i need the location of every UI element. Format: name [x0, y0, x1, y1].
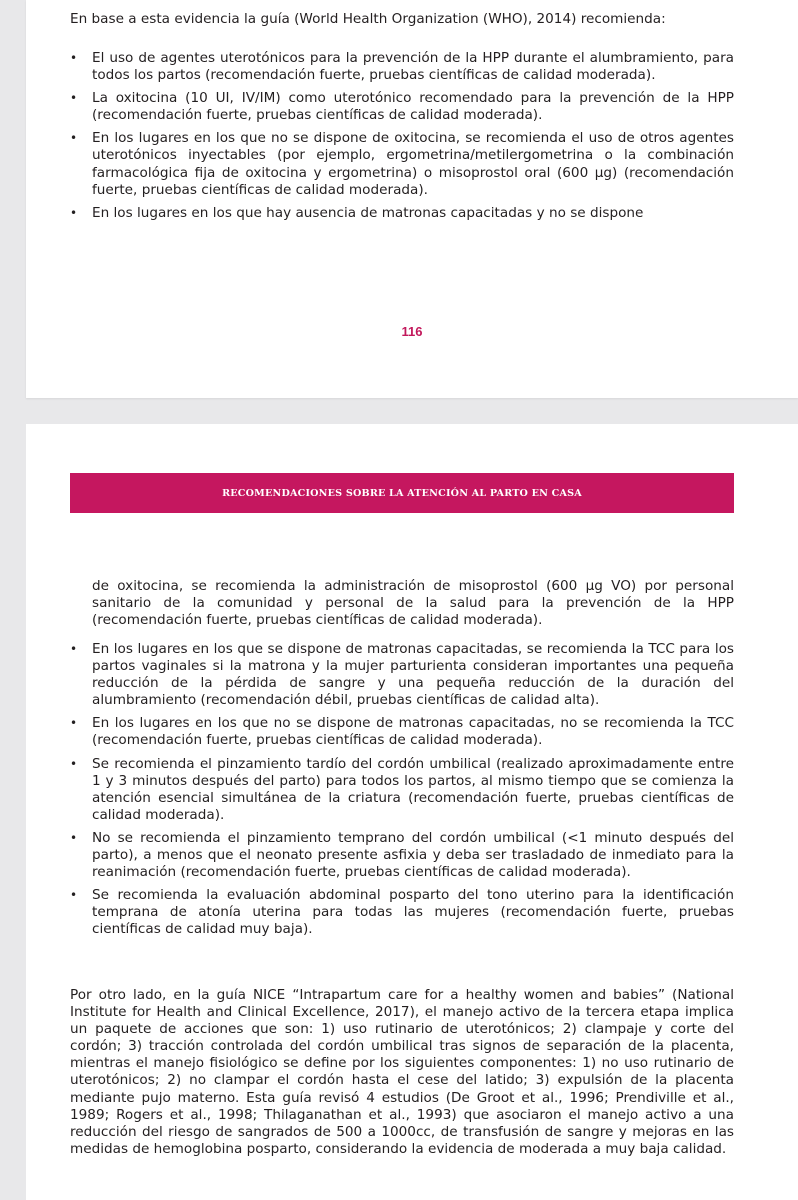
section-header-title: RECOMENDACIONES SOBRE LA ATENCIÓN AL PARTO EN CASA — [222, 487, 582, 499]
list-item: • En los lugares en los que se dispone de matronas capacitadas, se recomienda la TCC para los partos vaginales si la matrona y la mujer parturienta consideran importantes una pequeña reducción de la pérdida de sangre y una pequeña reducción de la duración del alumbramiento (recomendación débil, pruebas científicas de calidad alta). — [70, 641, 734, 709]
list-item: • En los lugares en los que no se dispone de matronas capacitadas, no se recomienda la TCC (recomendación fuerte, pruebas científicas de calidad moderada). — [70, 715, 734, 749]
list-item: • La oxitocina (10 UI, IV/IM) como uterotónico recomendado para la prevención de la HPP (recomendación fuerte, pruebas científicas de calidad moderada). — [70, 90, 734, 124]
list-item: • Se recomienda el pinzamiento tardío del cordón umbilical (realizado aproximadamente entre 1 y 3 minutos después del parto) para todos los partos, al mismo tiempo que se comienza la atención esencial simultánea de la criatura (recomendación fuerte, pruebas científicas de calidad moderada). — [70, 756, 734, 824]
nice-guideline-paragraph: Por otro lado, en la guía NICE “Intrapartum care for a healthy women and babies” (National Institute for Health and Clinical Excellence, 2017), el manejo activo de la tercera etapa implica un paquete de acciones que son: 1) uso rutinario de uterotónicos; 2) clampaje y corte del cordón; 3) tracción controlada del cordón umbilical tras signos de separación de la placenta, mientras el manejo fisiológico se define por los siguientes componentes: 1) no uso rutinario de uterotónicos; 2) no clampar el cordón hasta el cese del latido; 3) expulsión de la placenta mediante pujo materno. Esta guía revisó 4 estudios (De Groot et al., 1996; Prendiville et al., 1989; Rogers et al., 1998; Thilaganathan et al., 1993) que asociaron el manejo activo a una reducción del riesgo de sangrados de 500 a 1000cc, de transfusión de sangre y mejoras en las medidas de hemoglobina posparto, considerando la evidencia de moderada a muy baja calidad. — [70, 987, 734, 1157]
list-item: • En los lugares en los que hay ausencia de matronas capacitadas y no se dispone — [70, 205, 734, 222]
continued-list-item: de oxitocina, se recomienda la administración de misoprostol (600 µg VO) por personal sanitario de la comunidad y personal de la salud para la prevención de la HPP (recomendación fuerte, pruebas científicas de calidad moderada). — [92, 578, 734, 629]
page-number: 116 — [401, 324, 423, 339]
list-item: • El uso de agentes uterotónicos para la prevención de la HPP durante el alumbramiento, para todos los partos (recomendación fuerte, pruebas científicas de calidad moderada). — [70, 50, 734, 84]
document-page-116 — [26, 0, 798, 398]
section-header-banner — [70, 473, 734, 513]
document-page-117 — [26, 424, 798, 1200]
recommendation-list — [70, 641, 734, 945]
list-item: • En los lugares en los que no se dispone de oxitocina, se recomienda el uso de otros agentes uterotónicos inyectables (por ejemplo, ergometrina/metilergometrina o la combinación farmacológica fija de oxitocina y ergometrina) o misoprostol oral (600 µg) (recomendación fuerte, pruebas científicas de calidad moderada). — [70, 130, 734, 198]
list-item: • Se recomienda la evaluación abdominal posparto del tono uterino para la identificación temprana de atonía uterina para todas las mujeres (recomendación fuerte, pruebas científicas de calidad muy baja). — [70, 887, 734, 938]
intro-paragraph: En base a esta evidencia la guía (World Health Organization (WHO), 2014) recomienda: — [70, 11, 666, 27]
list-item: • No se recomienda el pinzamiento temprano del cordón umbilical (<1 minuto después del parto), a menos que el neonato presente asfixia y deba ser trasladado de inmediato para la reanimación (recomendación fuerte, pruebas científicas de calidad moderada). — [70, 830, 734, 881]
recommendation-list — [70, 50, 734, 228]
